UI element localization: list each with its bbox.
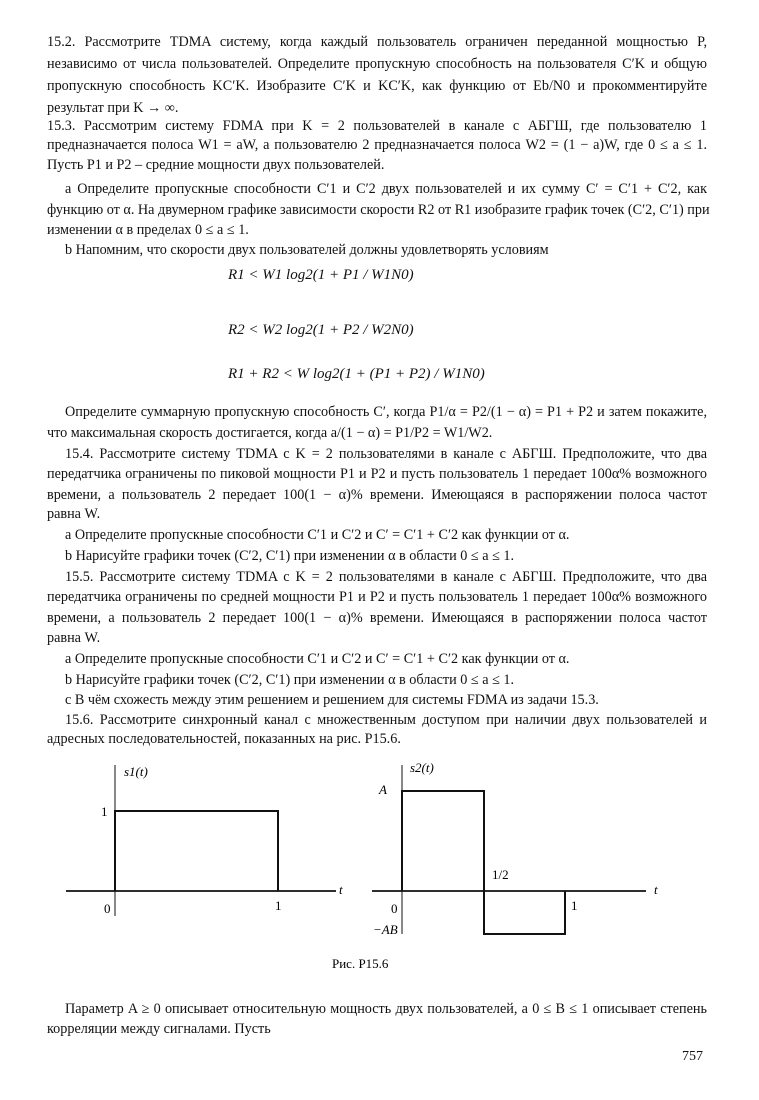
problem-15-5-b: b Нарисуйте графики точек (C′2, C′1) при изменении α в области 0 ≤ a ≤ 1.	[65, 672, 515, 688]
s2-t-label: t	[654, 882, 658, 897]
s1-end-label: 1	[275, 898, 282, 913]
s1-waveform	[115, 811, 278, 891]
problem-15-5-line-2: передатчика ограничены по средней мощности P1 и P2 и пусть пользователь 1 передает 100α% возможного	[47, 589, 707, 605]
problem-15-5-line-3: времени, а пользователь 2 передает 100(1 − α)% времени. Имеющаяся в распоряжении полоса частот	[47, 610, 707, 626]
problem-15-4-line-1: 15.4. Рассмотрите систему TDMA с K = 2 пользователями в канале с АБГШ. Предположите, что два	[65, 446, 707, 462]
problem-15-4-line-2: передатчика ограничены по пиковой мощности P1 и P2 и пусть пользователь 1 передает 100α% возможного	[47, 466, 707, 482]
problem-15-5-line-4: равна W.	[47, 630, 101, 646]
problem-15-3-line-1: 15.3. Рассмотрим систему FDMA при K = 2 пользователей в канале с АБГШ, где пользователю 1	[47, 118, 707, 134]
page-number: 757	[682, 1049, 703, 1064]
problem-15-3-line-2: предназначается полоса W1 = aW, а пользователю 2 предназначается полоса W2 = (1 − a)W, где 0 ≤ a ≤ 1.	[47, 137, 707, 153]
problem-15-3-c-line-2: что максимальная скорость достигается, когда a/(1 − α) = P1/P2 = W1/W2.	[47, 425, 493, 441]
problem-15-3-b-line-1: b Напомним, что скорости двух пользователей должны удовлетворять условиям	[65, 242, 549, 258]
problem-15-6-line-2: адресных последовательностей, показанных на рис. P15.6.	[47, 731, 401, 747]
problem-15-2-line-2: независимо от числа пользователей. Определите пропускную способность на пользователя C′K и общую	[47, 56, 707, 72]
problem-15-3-a-line-3: изменении α в пределах 0 ≤ a ≤ 1.	[47, 222, 249, 238]
problem-15-4-line-4: равна W.	[47, 506, 101, 522]
problem-15-2-line-3: пропускную способность KC′K. Изобразите C′K и KC′K, как функцию от Eb/N0 и прокомментируйте	[47, 78, 707, 94]
s2-amplitude-label: A	[379, 782, 387, 797]
s2-label: s2(t)	[410, 760, 434, 775]
problem-15-2-line-4: результат при K → ∞.	[47, 100, 179, 116]
s1-label: s1(t)	[124, 764, 148, 779]
s1-zero-label: 0	[104, 901, 111, 916]
s2-waveform	[402, 791, 565, 934]
problem-15-6-line-1: 15.6. Рассмотрите синхронный канал с множественным доступом при наличии двух пользователей и	[65, 712, 707, 728]
equation-3: R1 + R2 < W log2(1 + (P1 + P2) / W1N0)	[228, 366, 485, 382]
problem-15-3-a-line-2: функцию от α. На двумерном графике зависимости скорости R2 от R1 изобразите график точек (C′2, C′1) при	[47, 202, 710, 218]
s2-negative-label: −AB	[373, 922, 398, 937]
s2-half-label: 1/2	[492, 867, 509, 882]
problem-15-3-a-line-1: a Определите пропускные способности C′1 и C′2 двух пользователей и их сумму C′ = C′1 + C′2, как	[65, 181, 707, 197]
tail-line-2: корреляции между сигналами. Пусть	[47, 1021, 271, 1037]
problem-15-5-c: c В чём схожесть между этим решением и решением для системы FDMA из задачи 15.3.	[65, 692, 599, 708]
s1-level-label: 1	[101, 804, 108, 819]
problem-15-3-c-line-1: Определите суммарную пропускную способность C′, когда P1/α = P2/(1 − α) = P1 + P2 и затем покажите,	[65, 404, 707, 420]
problem-15-5-a: a Определите пропускные способности C′1 и C′2 и C′ = C′1 + C′2 как функции от α.	[65, 651, 570, 667]
problem-15-4-line-3: времени, а пользователь 2 передает 100(1 − α)% времени. Имеющаяся в распоряжении полоса частот	[47, 487, 707, 503]
s1-t-label: t	[339, 882, 343, 897]
problem-15-5-line-1: 15.5. Рассмотрите систему TDMA с K = 2 пользователями в канале с АБГШ. Предположите, что два	[65, 569, 707, 585]
problem-15-3-line-3: Пусть P1 и P2 – средние мощности двух пользователей.	[47, 157, 385, 173]
problem-15-4-b: b Нарисуйте графики точек (C′2, C′1) при изменении α в области 0 ≤ a ≤ 1.	[65, 548, 515, 564]
s2-end-label: 1	[571, 898, 578, 913]
figure-caption: Рис. P15.6	[332, 956, 389, 971]
problem-15-2-line-1: 15.2. Рассмотрите TDMA систему, когда каждый пользователь ограничен переданной мощностью P,	[47, 34, 707, 50]
tail-line-1: Параметр A ≥ 0 описывает относительную мощность двух пользователей, а 0 ≤ B ≤ 1 описывает степень	[65, 1001, 707, 1017]
equation-1: R1 < W1 log2(1 + P1 / W1N0)	[228, 267, 414, 283]
figure-p15-6	[0, 750, 759, 980]
problem-15-4-a: a Определите пропускные способности C′1 и C′2 и C′ = C′1 + C′2 как функции от α.	[65, 527, 570, 543]
equation-2: R2 < W2 log2(1 + P2 / W2N0)	[228, 322, 414, 338]
s2-zero-label: 0	[391, 901, 398, 916]
